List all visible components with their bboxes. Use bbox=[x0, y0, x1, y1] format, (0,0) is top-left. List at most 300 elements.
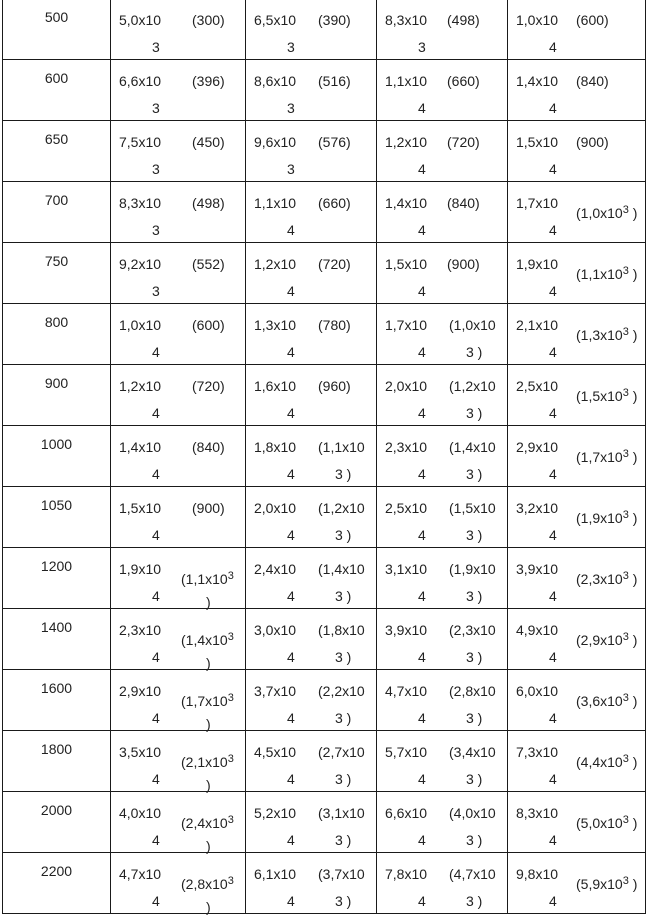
paren-value: (2,7x10 bbox=[318, 744, 365, 760]
paren-value-exponent: 3 ) bbox=[466, 710, 483, 726]
value-mantissa: 6,0x10 bbox=[516, 683, 559, 699]
value-exponent: 4 bbox=[549, 222, 557, 238]
paren-value bbox=[181, 877, 234, 891]
value-cell bbox=[246, 243, 377, 304]
paren-value-exponent: 3 bbox=[622, 204, 629, 216]
row-label: 800 bbox=[44, 314, 69, 330]
value-cell bbox=[377, 487, 508, 548]
value-cell bbox=[377, 304, 508, 365]
value-exponent: 4 bbox=[418, 649, 426, 665]
paren-value-base: (5,9x10 bbox=[576, 876, 623, 892]
row-label-cell bbox=[3, 609, 111, 670]
value-mantissa: 1,3x10 bbox=[254, 317, 297, 333]
row-label-cell bbox=[3, 487, 111, 548]
paren-value: (4,0x10 bbox=[449, 805, 496, 821]
row-label-cell bbox=[3, 304, 111, 365]
value-mantissa: 3,5x10 bbox=[119, 744, 162, 760]
row-label: 650 bbox=[44, 131, 69, 147]
row-label-cell bbox=[3, 243, 111, 304]
value-cell bbox=[246, 121, 377, 182]
paren-value-base: (2,4x10 bbox=[181, 815, 228, 831]
paren-value: (960) bbox=[318, 378, 351, 394]
paren-value-base: (2,3x10 bbox=[576, 571, 623, 587]
paren-value: (600) bbox=[576, 12, 609, 28]
value-exponent: 3 bbox=[152, 222, 160, 238]
table-row bbox=[3, 670, 646, 731]
paren-value-exponent: 3 ) bbox=[335, 527, 352, 543]
paren-value: (720) bbox=[447, 134, 480, 150]
value-exponent: 4 bbox=[418, 405, 426, 421]
value-exponent: 4 bbox=[418, 893, 426, 909]
value-mantissa: 3,1x10 bbox=[385, 561, 428, 577]
paren-value: (720) bbox=[318, 256, 351, 272]
table-row bbox=[3, 426, 646, 487]
value-mantissa: 1,5x10 bbox=[119, 500, 162, 516]
value-exponent: 4 bbox=[152, 893, 160, 909]
paren-value-exponent: 3 bbox=[622, 753, 629, 765]
value-cell bbox=[246, 60, 377, 121]
paren-value: (900) bbox=[576, 134, 609, 150]
value-cell bbox=[508, 426, 646, 487]
value-cell bbox=[508, 243, 646, 304]
row-label: 2200 bbox=[40, 863, 73, 879]
paren-value-exponent: 3 ) bbox=[466, 649, 483, 665]
value-cell bbox=[111, 60, 246, 121]
value-mantissa: 2,3x10 bbox=[385, 439, 428, 455]
value-cell bbox=[508, 853, 646, 914]
value-mantissa: 4,7x10 bbox=[385, 683, 428, 699]
paren-value: (1,4x10 bbox=[318, 561, 365, 577]
value-cell bbox=[246, 304, 377, 365]
paren-value bbox=[181, 572, 234, 586]
paren-value-exponent: 3 bbox=[622, 631, 629, 643]
paren-value bbox=[576, 816, 637, 830]
value-mantissa: 6,6x10 bbox=[385, 805, 428, 821]
value-mantissa: 6,6x10 bbox=[119, 73, 162, 89]
value-cell bbox=[111, 792, 246, 853]
value-mantissa: 1,7x10 bbox=[385, 317, 428, 333]
value-exponent: 4 bbox=[418, 466, 426, 482]
value-cell bbox=[377, 853, 508, 914]
paren-value-base: (1,4x10 bbox=[181, 632, 228, 648]
value-mantissa: 2,5x10 bbox=[516, 378, 559, 394]
row-label-cell bbox=[3, 0, 111, 60]
table-row bbox=[3, 182, 646, 243]
row-label: 600 bbox=[44, 70, 69, 86]
row-label-cell bbox=[3, 121, 111, 182]
paren-value-base: (1,3x10 bbox=[576, 327, 623, 343]
paren-value bbox=[576, 694, 637, 708]
row-label: 1050 bbox=[40, 497, 73, 513]
value-exponent: 4 bbox=[418, 527, 426, 543]
value-cell bbox=[111, 609, 246, 670]
value-mantissa: 2,0x10 bbox=[254, 500, 297, 516]
value-cell bbox=[508, 548, 646, 609]
table-row bbox=[3, 243, 646, 304]
value-mantissa: 2,4x10 bbox=[254, 561, 297, 577]
value-mantissa: 9,8x10 bbox=[516, 866, 559, 882]
paren-close: ) bbox=[206, 899, 211, 915]
paren-value: (2,3x10 bbox=[449, 622, 496, 638]
value-cell bbox=[377, 426, 508, 487]
paren-close: ) bbox=[632, 266, 638, 282]
paren-value bbox=[576, 511, 637, 525]
paren-close: ) bbox=[632, 754, 638, 770]
paren-close: ) bbox=[206, 594, 211, 610]
value-exponent: 3 bbox=[287, 100, 295, 116]
value-cell bbox=[246, 426, 377, 487]
paren-value-exponent: 3 bbox=[622, 387, 629, 399]
table-row bbox=[3, 60, 646, 121]
value-mantissa: 1,1x10 bbox=[254, 195, 297, 211]
paren-close: ) bbox=[206, 655, 211, 671]
value-cell bbox=[377, 182, 508, 243]
paren-value-exponent: 3 bbox=[227, 814, 234, 826]
value-exponent: 4 bbox=[287, 344, 295, 360]
value-exponent: 4 bbox=[418, 100, 426, 116]
value-exponent: 4 bbox=[152, 832, 160, 848]
value-cell bbox=[377, 60, 508, 121]
value-mantissa: 7,8x10 bbox=[385, 866, 428, 882]
value-mantissa: 5,0x10 bbox=[119, 12, 162, 28]
value-mantissa: 8,3x10 bbox=[516, 805, 559, 821]
value-cell bbox=[111, 731, 246, 792]
value-exponent: 4 bbox=[418, 222, 426, 238]
value-mantissa: 1,0x10 bbox=[119, 317, 162, 333]
paren-close: ) bbox=[206, 716, 211, 732]
value-cell bbox=[508, 121, 646, 182]
value-exponent: 4 bbox=[287, 405, 295, 421]
value-exponent: 4 bbox=[418, 710, 426, 726]
table-row bbox=[3, 0, 646, 60]
value-mantissa: 3,0x10 bbox=[254, 622, 297, 638]
paren-value-exponent: 3 bbox=[227, 570, 234, 582]
value-exponent: 4 bbox=[549, 771, 557, 787]
value-cell bbox=[508, 670, 646, 731]
paren-value-base: (1,7x10 bbox=[576, 449, 623, 465]
value-cell bbox=[377, 670, 508, 731]
value-mantissa: 2,0x10 bbox=[385, 378, 428, 394]
value-cell bbox=[111, 426, 246, 487]
paren-value: (1,8x10 bbox=[318, 622, 365, 638]
value-exponent: 3 bbox=[152, 39, 160, 55]
value-exponent: 4 bbox=[287, 466, 295, 482]
paren-close: ) bbox=[632, 388, 638, 404]
row-label-cell bbox=[3, 426, 111, 487]
paren-value-exponent: 3 bbox=[622, 448, 629, 460]
value-mantissa: 8,3x10 bbox=[385, 12, 428, 28]
paren-value-base: (1,7x10 bbox=[181, 693, 228, 709]
value-exponent: 4 bbox=[418, 832, 426, 848]
value-cell bbox=[508, 0, 646, 60]
value-cell bbox=[246, 548, 377, 609]
value-mantissa: 6,1x10 bbox=[254, 866, 297, 882]
paren-value: (900) bbox=[447, 256, 480, 272]
value-mantissa: 9,2x10 bbox=[119, 256, 162, 272]
paren-close: ) bbox=[632, 693, 638, 709]
paren-value-base: (1,1x10 bbox=[576, 266, 623, 282]
value-mantissa: 1,4x10 bbox=[119, 439, 162, 455]
value-exponent: 4 bbox=[287, 588, 295, 604]
value-mantissa: 1,9x10 bbox=[119, 561, 162, 577]
paren-value: (660) bbox=[447, 73, 480, 89]
paren-value-exponent: 3 bbox=[622, 875, 629, 887]
paren-value: (2,8x10 bbox=[449, 683, 496, 699]
row-label-cell bbox=[3, 548, 111, 609]
paren-value bbox=[576, 877, 637, 891]
paren-value-base: (2,1x10 bbox=[181, 754, 228, 770]
paren-value bbox=[181, 633, 234, 647]
value-cell bbox=[246, 731, 377, 792]
paren-value-exponent: 3 ) bbox=[466, 893, 483, 909]
value-exponent: 4 bbox=[287, 710, 295, 726]
table-row bbox=[3, 853, 646, 914]
value-mantissa: 5,2x10 bbox=[254, 805, 297, 821]
value-cell bbox=[508, 792, 646, 853]
paren-value: (840) bbox=[447, 195, 480, 211]
value-mantissa: 1,4x10 bbox=[516, 73, 559, 89]
value-mantissa: 1,4x10 bbox=[385, 195, 428, 211]
value-mantissa: 1,0x10 bbox=[516, 12, 559, 28]
value-mantissa: 3,9x10 bbox=[516, 561, 559, 577]
value-exponent: 4 bbox=[287, 893, 295, 909]
paren-value-exponent: 3 ) bbox=[335, 771, 352, 787]
table-body bbox=[3, 0, 646, 914]
paren-value: (840) bbox=[192, 439, 225, 455]
value-cell bbox=[111, 365, 246, 426]
paren-value bbox=[576, 450, 637, 464]
value-exponent: 4 bbox=[152, 710, 160, 726]
value-mantissa: 5,7x10 bbox=[385, 744, 428, 760]
paren-value bbox=[181, 694, 234, 708]
value-mantissa: 4,7x10 bbox=[119, 866, 162, 882]
value-mantissa: 1,2x10 bbox=[254, 256, 297, 272]
value-mantissa: 3,2x10 bbox=[516, 500, 559, 516]
paren-value: (552) bbox=[192, 256, 225, 272]
value-mantissa: 7,5x10 bbox=[119, 134, 162, 150]
value-mantissa: 6,5x10 bbox=[254, 12, 297, 28]
paren-value-exponent: 3 bbox=[622, 326, 629, 338]
row-label-cell bbox=[3, 792, 111, 853]
value-exponent: 4 bbox=[287, 649, 295, 665]
paren-close: ) bbox=[206, 777, 211, 793]
paren-value: (1,5x10 bbox=[449, 500, 496, 516]
paren-close: ) bbox=[206, 838, 211, 854]
value-cell bbox=[246, 487, 377, 548]
row-label: 1200 bbox=[40, 558, 73, 574]
value-exponent: 4 bbox=[549, 39, 557, 55]
paren-value-base: (1,9x10 bbox=[576, 510, 623, 526]
paren-value bbox=[576, 267, 637, 281]
paren-value: (3,7x10 bbox=[318, 866, 365, 882]
paren-value-exponent: 3 ) bbox=[335, 893, 352, 909]
row-label: 2000 bbox=[40, 802, 73, 818]
paren-value-base: (1,0x10 bbox=[576, 205, 623, 221]
paren-value bbox=[576, 633, 637, 647]
row-label-cell bbox=[3, 182, 111, 243]
value-cell bbox=[111, 304, 246, 365]
row-label: 1000 bbox=[40, 436, 73, 452]
row-label: 900 bbox=[44, 375, 69, 391]
row-label: 1800 bbox=[40, 741, 73, 757]
value-cell bbox=[377, 365, 508, 426]
value-cell bbox=[508, 304, 646, 365]
value-cell bbox=[377, 609, 508, 670]
value-mantissa: 4,9x10 bbox=[516, 622, 559, 638]
value-cell bbox=[377, 792, 508, 853]
table-row bbox=[3, 487, 646, 548]
value-exponent: 4 bbox=[287, 283, 295, 299]
paren-value-base: (1,1x10 bbox=[181, 571, 228, 587]
value-exponent: 4 bbox=[152, 344, 160, 360]
paren-value: (450) bbox=[192, 134, 225, 150]
table-row bbox=[3, 365, 646, 426]
paren-value-exponent: 3 bbox=[227, 692, 234, 704]
paren-value-exponent: 3 bbox=[227, 875, 234, 887]
table-row bbox=[3, 792, 646, 853]
paren-value-exponent: 3 ) bbox=[466, 405, 483, 421]
value-cell bbox=[377, 548, 508, 609]
paren-value-exponent: 3 bbox=[622, 692, 629, 704]
value-cell bbox=[111, 0, 246, 60]
value-exponent: 4 bbox=[287, 222, 295, 238]
paren-value: (498) bbox=[192, 195, 225, 211]
table-row bbox=[3, 304, 646, 365]
paren-value bbox=[181, 816, 234, 830]
paren-value: (900) bbox=[192, 500, 225, 516]
value-cell bbox=[377, 121, 508, 182]
paren-value-base: (4,4x10 bbox=[576, 754, 623, 770]
value-mantissa: 2,3x10 bbox=[119, 622, 162, 638]
value-exponent: 4 bbox=[152, 405, 160, 421]
paren-close: ) bbox=[632, 571, 638, 587]
paren-close: ) bbox=[632, 876, 638, 892]
paren-value: (1,0x10 bbox=[449, 317, 496, 333]
value-exponent: 4 bbox=[287, 527, 295, 543]
value-mantissa: 7,3x10 bbox=[516, 744, 559, 760]
paren-value-exponent: 3 ) bbox=[466, 588, 483, 604]
paren-value bbox=[576, 572, 637, 586]
paren-value: (780) bbox=[318, 317, 351, 333]
value-exponent: 3 bbox=[152, 161, 160, 177]
row-label: 700 bbox=[44, 192, 69, 208]
data-table bbox=[2, 0, 646, 914]
value-exponent: 3 bbox=[287, 161, 295, 177]
value-mantissa: 9,6x10 bbox=[254, 134, 297, 150]
paren-close: ) bbox=[632, 205, 638, 221]
value-exponent: 4 bbox=[152, 466, 160, 482]
value-cell bbox=[508, 731, 646, 792]
value-cell bbox=[111, 121, 246, 182]
value-mantissa: 1,7x10 bbox=[516, 195, 559, 211]
row-label-cell bbox=[3, 365, 111, 426]
value-cell bbox=[111, 243, 246, 304]
row-label: 1600 bbox=[40, 680, 73, 696]
value-exponent: 4 bbox=[152, 649, 160, 665]
paren-value-base: (3,6x10 bbox=[576, 693, 623, 709]
value-mantissa: 3,9x10 bbox=[385, 622, 428, 638]
paren-close: ) bbox=[632, 510, 638, 526]
value-exponent: 4 bbox=[549, 649, 557, 665]
paren-value-exponent: 3 bbox=[622, 509, 629, 521]
value-exponent: 3 bbox=[152, 283, 160, 299]
paren-value: (396) bbox=[192, 73, 225, 89]
value-exponent: 4 bbox=[152, 527, 160, 543]
value-cell bbox=[111, 853, 246, 914]
paren-value bbox=[576, 328, 637, 342]
value-cell bbox=[377, 243, 508, 304]
paren-value: (1,1x10 bbox=[318, 439, 365, 455]
row-label-cell bbox=[3, 853, 111, 914]
value-mantissa: 3,7x10 bbox=[254, 683, 297, 699]
row-label-cell bbox=[3, 731, 111, 792]
paren-value: (576) bbox=[318, 134, 351, 150]
value-exponent: 4 bbox=[549, 161, 557, 177]
paren-close: ) bbox=[632, 327, 638, 343]
paren-value bbox=[576, 206, 637, 220]
paren-value: (3,4x10 bbox=[449, 744, 496, 760]
row-label-cell bbox=[3, 670, 111, 731]
value-mantissa: 4,5x10 bbox=[254, 744, 297, 760]
row-label: 750 bbox=[44, 253, 69, 269]
value-mantissa: 1,9x10 bbox=[516, 256, 559, 272]
paren-value: (600) bbox=[192, 317, 225, 333]
value-exponent: 4 bbox=[152, 588, 160, 604]
value-exponent: 4 bbox=[549, 344, 557, 360]
paren-value-exponent: 3 bbox=[622, 570, 629, 582]
value-exponent: 4 bbox=[418, 344, 426, 360]
paren-value-exponent: 3 ) bbox=[466, 527, 483, 543]
value-exponent: 4 bbox=[549, 466, 557, 482]
value-exponent: 4 bbox=[549, 100, 557, 116]
value-exponent: 3 bbox=[152, 100, 160, 116]
paren-value: (4,7x10 bbox=[449, 866, 496, 882]
table-row bbox=[3, 731, 646, 792]
value-mantissa: 1,5x10 bbox=[385, 256, 428, 272]
value-mantissa: 8,3x10 bbox=[119, 195, 162, 211]
value-mantissa: 1,2x10 bbox=[385, 134, 428, 150]
table-row bbox=[3, 548, 646, 609]
paren-value-exponent: 3 ) bbox=[335, 710, 352, 726]
paren-close: ) bbox=[632, 632, 638, 648]
value-mantissa: 1,5x10 bbox=[516, 134, 559, 150]
value-exponent: 4 bbox=[549, 588, 557, 604]
paren-close: ) bbox=[632, 815, 638, 831]
row-label: 1400 bbox=[40, 619, 73, 635]
value-exponent: 3 bbox=[287, 39, 295, 55]
value-cell bbox=[246, 365, 377, 426]
paren-value-base: (2,9x10 bbox=[576, 632, 623, 648]
value-cell bbox=[246, 670, 377, 731]
paren-value: (3,1x10 bbox=[318, 805, 365, 821]
paren-value-base: (1,5x10 bbox=[576, 388, 623, 404]
value-cell bbox=[508, 60, 646, 121]
paren-value-exponent: 3 bbox=[227, 631, 234, 643]
value-exponent: 4 bbox=[549, 405, 557, 421]
paren-value-exponent: 3 ) bbox=[466, 466, 483, 482]
value-mantissa: 4,0x10 bbox=[119, 805, 162, 821]
value-exponent: 4 bbox=[418, 771, 426, 787]
paren-value: (840) bbox=[576, 73, 609, 89]
value-exponent: 4 bbox=[287, 832, 295, 848]
paren-value-exponent: 3 ) bbox=[335, 588, 352, 604]
paren-value: (390) bbox=[318, 12, 351, 28]
value-cell bbox=[246, 609, 377, 670]
value-exponent: 4 bbox=[418, 588, 426, 604]
value-cell bbox=[377, 731, 508, 792]
value-mantissa: 1,6x10 bbox=[254, 378, 297, 394]
paren-value: (498) bbox=[447, 12, 480, 28]
